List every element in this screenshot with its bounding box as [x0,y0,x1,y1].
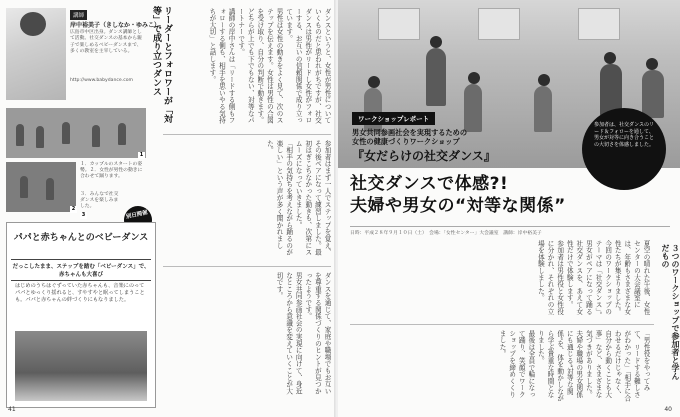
profile-url[interactable]: http://www.babydance.com [70,78,134,83]
side-heading: ３つのワークショップで参加者と学んだもの [661,244,680,380]
profile-name: 岸中裕美子（きしなか・ゆみこ） [70,22,161,29]
article-column: 「男性役をやってみて、リードする難しさがわかった」「相手に合わせるだけじゃなく、自分から動くことも大事」など、さまざまな気づきがありました。 夫婦や職場の男女関係にも通じる“対等な関係”を、体を動かしながら学ぶ貴重な時間となりました。 最後は全員で輪になって踊り、笑顔でワークショップを締めくくりました。 [498,330,650,402]
photo-caption: １．カップルのスタートの姿勢。２．女性が男性の動きに合わせて踊ります。 [80,162,143,180]
page-number: 40 [664,406,672,413]
subtitle-2: 女性の健康づくりワークショップ [352,137,460,146]
article-column: ダンスというと、女性が男性についていくものだと思われがちですが、社交ダンスは男性がリードし女性がフォローする、お互いの信頼関係で成り立っています。 男性は女性の動きをよく見て、次のステップを伝えます。女性は男性の合図を受け取り、自分の判断で動きます。どちらが上でも下でもない、対等なパートナーです。 講師の岸中さんは「リードする側もフォローする側も、相手を思いやる気持ちが大切」と話します。 [207,8,331,124]
report-tag: ワークショップレポート [352,112,435,125]
baby-dance-title: パパと赤ちゃんとのベビーダンス [13,233,149,243]
photo-number: 1 [139,152,144,158]
headline-2: 夫婦や男女の“対等な関係” [350,196,566,216]
photo-number: 2 [71,206,76,212]
section-heading: リーダーとフォロワーが「対等」で成り立つダンス [151,6,172,123]
workshop-title: 『女だらけの社交ダンス』 [352,149,496,163]
profile-bio: 広島市中区出身。ダンス講師として活動。社交ダンスの基本から親子で楽しめるベビーダンスまで、多くの教室を主宰している。 [70,30,142,55]
photo-caption: ３．みんなで社交ダンスを楽しみました。 [80,192,119,210]
event-badge: 別日開催 [121,203,154,236]
photo-2 [6,162,76,212]
page-number: 41 [8,406,16,413]
baby-dance-photo [15,331,147,401]
baby-dance-text: はじめのうちはぐずっていた赤ちゃんも、音楽にのってパパとゆっくり揺れると、すやすやと眠ってしまうことも。パパと赤ちゃんの絆づくりにもなりました。 [15,283,145,304]
event-meta: 日時：平成２８年９月１０日（土） 会場：「女性センター」大会議室 講師：岸中裕美子 [350,226,670,236]
baby-dance-subtitle: だっこしたまま、ステップを踏む「ベビーダンス」で、赤ちゃんも大喜び [11,259,151,281]
baby-dance-box [6,222,156,408]
subtitle-1: 男女共同参画社会を実現するための [352,128,468,137]
article-column: ダンスを通じて、家庭や職場でもお互いを尊重する関係づくりのヒントが見つかったようです。 男女共同参画社会の実現に向けて、身近なところから意識を変えていくことが大切です。 [275,272,331,395]
photo-1 [6,108,146,158]
headline-1: 社交ダンスで体感?! [350,174,509,194]
instructor-photo [6,8,66,100]
right-page [338,0,680,417]
article-column: 参加者はまず一人でステップを覚え、その後ペアになって練習しました。最初はぎこちなかった動きも、次第にスムーズになっていきました。 「相手の気持ちを考えながら踊るのが楽しい」という声が多く聞かれました。 [265,140,331,256]
callout-circle: 参加者は、社交ダンスのリード＆フォローを通して、男女が対等に向き合うことの大切さを体感しました。 [582,108,666,190]
photo-number: 3 [81,212,86,218]
article-column: 夏空の晴れた午後、女性センターの大会議室には、年齢もさまざまな女性たちが集まりました。 今回のワークショップのテーマは「社交ダンス」。男女がペアになって踊る社交ダンスを、あえて女性だけで体験します。 参加者は男性役と女性役に分かれ、それぞれの立場を体験しました。 [536,240,650,319]
profile-label: 講師 [70,10,87,20]
left-page [0,0,336,417]
